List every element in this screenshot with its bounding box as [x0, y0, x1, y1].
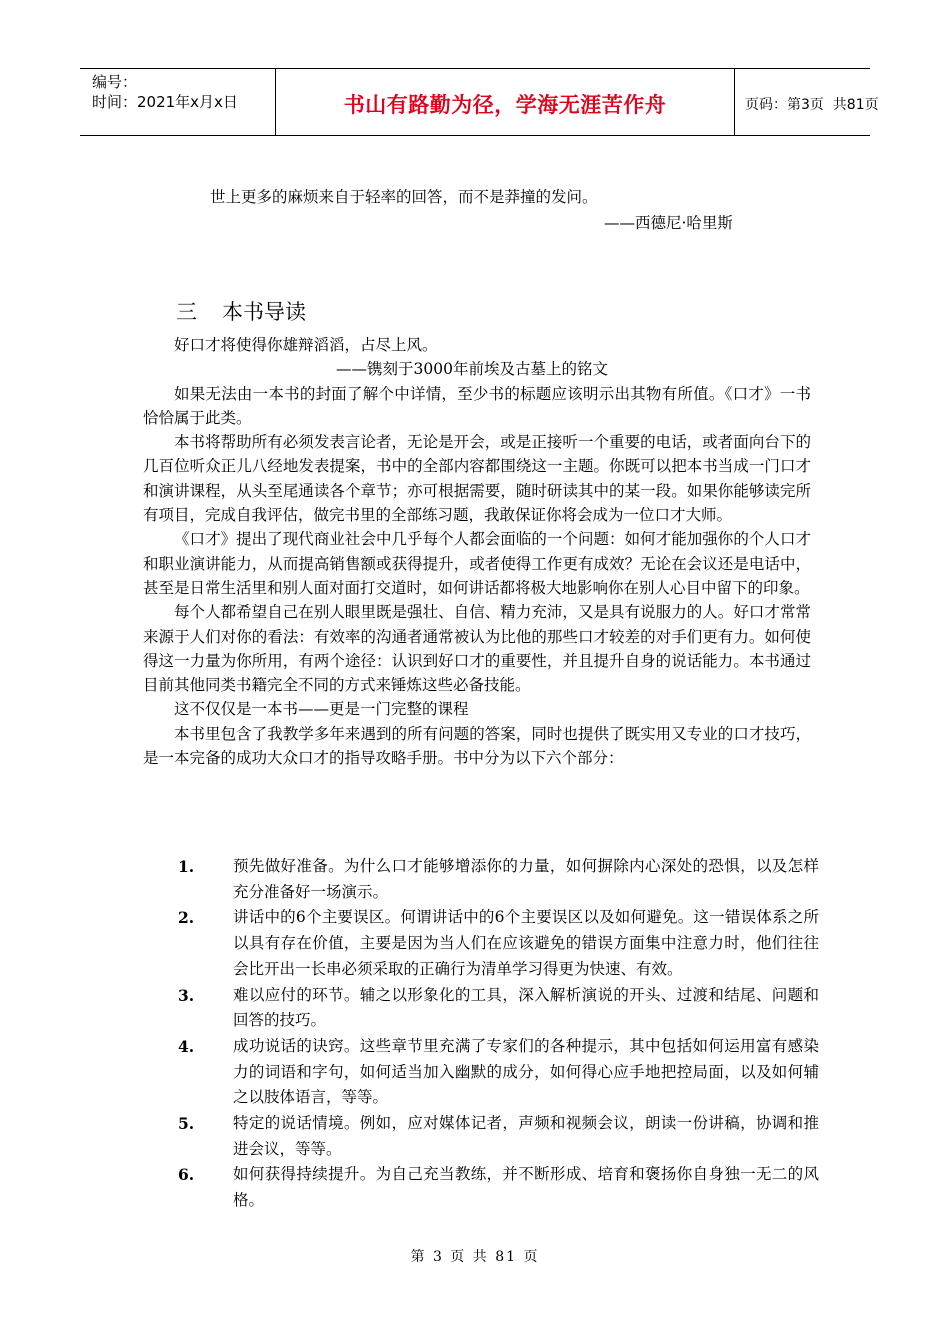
list-item — [143, 983, 823, 1034]
list-item — [143, 1111, 823, 1162]
list-item-text: 成功说话的诀窍。这些章节里充满了专家们的各种提示，其中包括如何运用富有感染力的词语和字句，如何适当加入幽默的成分，如何得心应手地把控局面，以及如何辅之以肢体语言，等等。 — [233, 1036, 819, 1107]
list-item-number: 5. — [178, 1114, 195, 1134]
numbered-list — [143, 854, 823, 1214]
list-item — [143, 854, 823, 905]
list-item-number: 4. — [178, 1036, 195, 1056]
list-item-number: 6. — [178, 1165, 195, 1185]
header-page-info — [735, 69, 879, 135]
list-item-text: 特定的说话情境。例如，应对媒体记者，声频和视频会议，朗读一份讲稿，协调和推进会议，等等。 — [233, 1114, 819, 1158]
list-item-number: 3. — [178, 985, 195, 1005]
list-item-number: 1. — [178, 857, 195, 876]
header-motto: 书山有路勤为径，学海无涯苦作舟 — [276, 69, 735, 135]
footer-page-number: 第 3 页 共 81 页 — [410, 1249, 540, 1265]
list-item-text: 讲话中的6个主要误区。何谓讲话中的6个主要误区以及如何避免。这一错误体系之所以具有存在价值，主要是因为当人们在应该避免的错误方面集中注意力时，他们往往会比开出一长串必须采取的正确行为清单学习得更为快速、有效。 — [233, 908, 819, 978]
page-header — [80, 68, 879, 136]
list-item — [143, 1034, 823, 1111]
list-item — [143, 1162, 823, 1213]
header-meta — [80, 69, 276, 135]
epigraph-attribution: ——西德尼·哈里斯 — [604, 214, 733, 232]
number-label: 编号： — [92, 73, 138, 91]
list-item-text: 预先做好准备。为什么口才能够增添你的力量，如何摒除内心深处的恐惧，以及怎样充分准备好一场演示。 — [233, 857, 819, 901]
page-footer — [0, 1246, 950, 1266]
section-title: 本书导读 — [222, 300, 306, 324]
list-item-text: 如何获得持续提升。为自己充当教练，并不断形成、培育和褒扬你自身独一无二的风格。 — [233, 1165, 819, 1210]
paragraph-attribution: ——镌刻于3000年前埃及古墓上的铭文 — [336, 360, 608, 379]
list-item — [143, 905, 823, 982]
page-info-text: 页码：第3页 共81页 — [745, 97, 879, 113]
section-heading — [176, 296, 306, 326]
list-item-text: 难以应付的环节。辅之以形象化的工具，深入解析演说的开头、过渡和结尾、问题和回答的技巧。 — [233, 985, 819, 1030]
date-label: 时间：2021年x月x日 — [92, 93, 238, 111]
body-text — [143, 333, 811, 770]
paragraph: 本书将帮助所有必须发表言论者，无论是开会，或是正接听一个重要的电话，或者面向台下的几百位听众正儿八经地发表提案，书中的全部内容都围绕这一主题。你既可以把本书当成一门口才和演讲课程，从头至尾通读各个章节；亦可根据需要，随时研读其中的某一段。如果你能够读完所有项目，完成自我评估，做完书里的全部练习题，我敢保证你将会成为一位口才大师。 — [143, 433, 811, 525]
paragraph: 每个人都希望自己在别人眼里既是强壮、自信、精力充沛，又是具有说服力的人。好口才常常来源于人们对你的看法：有效率的沟通者通常被认为比他的那些口才较差的对手们更有力。如何使得这一力量为你所用，有两个途径：认识到好口才的重要性，并且提升自身的说话能力。本书通过目前其他同类书籍完全不同的方式来锤炼这些必备技能。 — [143, 603, 811, 695]
list-item-number: 2. — [178, 908, 195, 928]
paragraph: 如果无法由一本书的封面了解个中详情，至少书的标题应该明示出其物有所值。《口才》一书恰恰属于此类。 — [143, 384, 811, 427]
paragraph: 这不仅仅是一本书——更是一门完整的课程 — [174, 700, 469, 719]
paragraph: 《口才》提出了现代商业社会中几乎每个人都会面临的一个问题：如何才能加强你的个人口才和职业演讲能力，从而提高销售额或获得提升，或者使得工作更有成效？无论在会议还是电话中，甚至是日常生活里和别人面对面打交道时，如何讲话都将极大地影响你在别人心目中留下的印象。 — [143, 530, 811, 597]
paragraph: 本书里包含了我教学多年来遇到的所有问题的答案，同时也提供了既实用又专业的口才技巧，是一本完备的成功大众口才的指导攻略手册。书中分为以下六个部分： — [143, 724, 811, 768]
paragraph: 好口才将使得你雄辩滔滔，占尽上风。 — [174, 336, 438, 354]
epigraph-text: 世上更多的麻烦来自于轻率的回答，而不是莽撞的发问。 — [210, 188, 598, 206]
section-number: 三 — [176, 300, 197, 324]
